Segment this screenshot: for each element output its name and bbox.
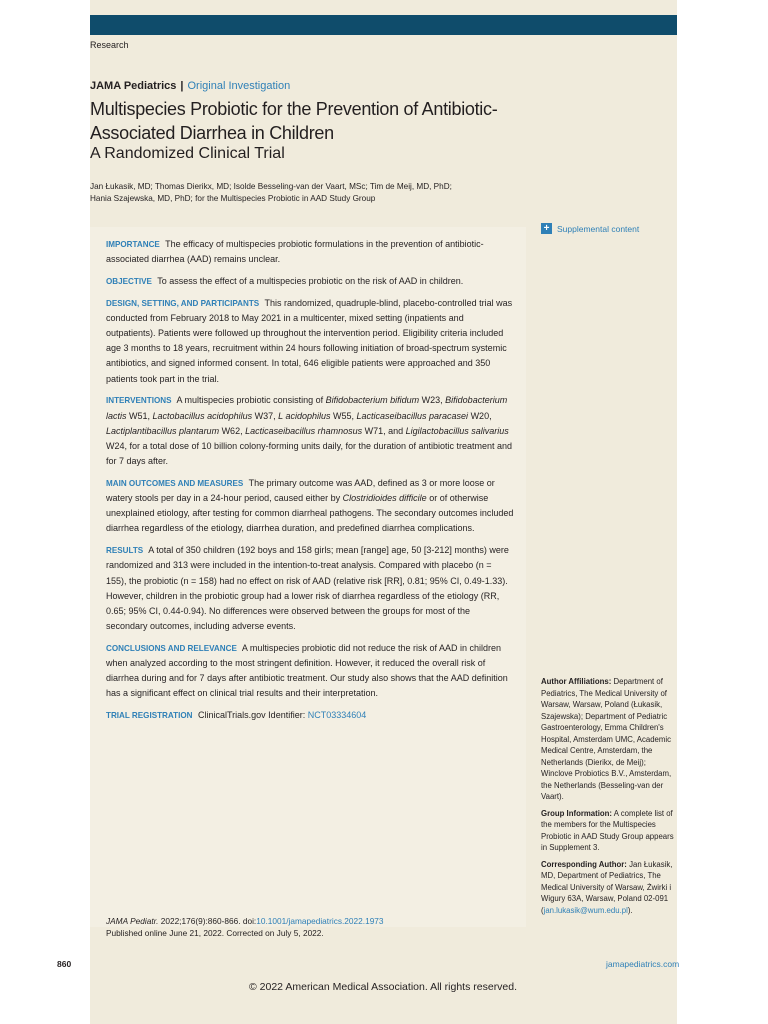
journal-name: JAMA Pediatrics — [90, 80, 177, 92]
species-name: Lactobacillus acidophilus — [152, 410, 253, 421]
sidebar-label: Author Affiliations: — [541, 677, 612, 686]
species-name: Lacticaseibacillus rhamnosus — [245, 425, 363, 436]
website-link[interactable]: jamapediatrics.com — [606, 959, 680, 969]
species-name: Clostridioides difficile — [342, 493, 427, 504]
email-link[interactable]: jan.lukasik@wum.edu.pl — [543, 905, 628, 915]
species-name: Lactiplantibacillus plantarum — [106, 425, 220, 436]
article-title: Multispecies Probiotic for the Prevention of Antibiotic-Associated Diarrhea in Children — [90, 99, 498, 143]
abstract-heading: CONCLUSIONS AND RELEVANCE — [106, 643, 237, 653]
abstract-results — [106, 543, 514, 634]
doi-link[interactable]: 10.1001/jamapediatrics.2022.1973 — [256, 916, 384, 926]
abstract-body — [106, 237, 514, 730]
supplemental-content-link[interactable] — [541, 223, 639, 234]
abstract-heading: IMPORTANCE — [106, 240, 160, 249]
abstract-outcomes — [106, 476, 514, 537]
species-name: Lacticaseibacillus paracasei — [356, 410, 469, 421]
abstract-box — [90, 227, 526, 927]
abstract-heading: OBJECTIVE — [106, 276, 152, 286]
abstract-heading: MAIN OUTCOMES AND MEASURES — [106, 478, 244, 488]
separator: | — [180, 80, 184, 92]
article-subtitle: A Randomized Clinical Trial — [90, 145, 285, 162]
article-type-link[interactable]: Original Investigation — [187, 80, 291, 92]
abstract-heading: DESIGN, SETTING, AND PARTICIPANTS — [106, 298, 260, 308]
page-number: 860 — [57, 959, 72, 969]
abstract-heading: INTERVENTIONS — [106, 396, 172, 406]
abstract-text: To assess the effect of a multispecies probiotic on the risk of AAD in children. — [157, 275, 464, 286]
publication-dates: Published online June 21, 2022. Corrected on July 5, 2022. — [106, 928, 324, 938]
abstract-registration — [106, 708, 514, 723]
supplemental-label: Supplemental content — [557, 223, 640, 234]
sidebar-text: ). — [627, 905, 633, 915]
author-list — [90, 181, 490, 205]
abstract-text: This randomized, quadruple-blind, placebo-controlled trial was conducted from February 2018 to May 2021 in a multicenter, mixed setting (inpatients and outpatients). Patients were followed up throughout the intervention period. Eligibility criteria included age 3 months to 18 years, recruitment within 24 hours following initiation of broad-spectrum systemic antibiotics, and signed informed consent. In total, 646 eligible patients were approached and 350 patients took part in the trial. — [106, 297, 513, 384]
journal-top-bar — [90, 15, 677, 35]
citation-line — [106, 915, 384, 927]
species-name: Bifidobacterium bifidum — [325, 395, 420, 406]
text-run: W62, — [219, 425, 246, 436]
abstract-heading: TRIAL REGISTRATION — [106, 711, 193, 721]
authors-line-2: Hania Szajewska, MD, PhD; for the Multispecies Probiotic in AAD Study Group — [90, 194, 376, 203]
abstract-text: The efficacy of multispecies probiotic formulations in the prevention of antibiotic-associated diarrhea (AAD) remains unclear. — [106, 239, 484, 265]
species-name: Ligilactobacillus salivarius — [405, 425, 509, 436]
text-run: W24, for a total dose of 10 billion colony-forming units daily, for the duration of antibiotic treatment and for 7 days after. — [106, 440, 513, 467]
abstract-importance — [106, 237, 514, 267]
abstract-text: ClinicalTrials.gov Identifier: — [198, 710, 308, 721]
copyright-notice: © 2022 American Medical Association. All rights reserved. — [249, 981, 518, 993]
text-run: W71, and — [362, 425, 406, 436]
trial-id-link[interactable]: NCT03334604 — [307, 710, 367, 721]
text-run: A multispecies probiotic consisting of — [176, 395, 326, 406]
text-run: W37, — [252, 410, 279, 421]
abstract-design — [106, 296, 514, 387]
abstract-text: A total of 350 children (192 boys and 158 girls; mean [range] age, 50 [3-212] months) were randomized and 313 were included in the intention-to-treat analysis. Compared with placebo (n = 155), the probiotic (n = 158) had no effect on risk of AAD (relative risk [RR], 0.81; 95% CI, 0.49-1.33). However, children in the probiotic group had a lower risk of diarrhea regardless of the etiology (RR, 0.65; 95% CI, 0.44-0.94). No differences were observed between the groups for most of the secondary outcomes, including adverse events. — [106, 545, 509, 632]
corresponding-author — [541, 859, 676, 917]
group-information — [541, 808, 676, 854]
text-run: or of otherwise unexplained etiology, after testing for common diarrheal pathogens. The secondary outcomes included diarrhea regardless of the etiology, diarrhea duration, and predefined diarrhea complications. — [106, 493, 514, 534]
species-name: L acidophilus — [278, 410, 331, 421]
citation-ref: 2022;176(9):860-866. doi: — [158, 916, 257, 926]
text-run: W23, — [419, 395, 446, 406]
sidebar-label: Corresponding Author: — [541, 859, 627, 869]
abstract-objective — [106, 274, 514, 289]
text-run: The primary outcome was AAD, defined as 3 or more loose or watery stools per day in a 24-hour period, caused either by — [106, 477, 495, 504]
journal-abbrev: JAMA Pediatr. — [106, 916, 159, 926]
citation — [106, 915, 384, 939]
text-run: W51, — [126, 410, 153, 421]
abstract-conclusions — [106, 641, 514, 702]
authors-line-1: Jan Łukasik, MD; Thomas Dierikx, MD; Isolde Besseling-van der Vaart, MSc; Tim de Meij, MD, PhD; — [90, 182, 452, 191]
author-info-sidebar — [541, 676, 676, 921]
abstract-heading: RESULTS — [106, 546, 144, 556]
abstract-text: A multispecies probiotic did not reduce the risk of AAD in children when analyzed according to the most stringent definition. However, it reduced the overall risk of diarrhea during and for 7 days after antibiotic treatment. Our study also shows that the AAD definition has a significant effect on clinical trial results and their interpretation. — [106, 642, 508, 699]
section-label: Research — [90, 40, 129, 50]
journal-line — [90, 80, 290, 92]
text-run: W55, — [330, 410, 357, 421]
sidebar-label: Group Information: — [541, 808, 613, 818]
author-affiliations — [541, 676, 676, 803]
text-run: W20, — [468, 410, 492, 421]
sidebar-text: A complete list of the members for the Multispecies Probiotic in AAD Study Group appears in Supplement 3. — [541, 808, 674, 852]
species-name: Bifidobacterium lactis — [106, 395, 508, 421]
sidebar-text: Department of Pediatrics, The Medical University of Warsaw, Warsaw, Poland (Łukasik, Szajewska); Department of Pediatric Gastroenterology, Emma Children's Hospital, Amsterdam UMC, Academic Medical Centre, Amsterdam, the Netherlands (Dierikx, de Meij); Winclove Probiotics B.V., Amsterdam, the Netherlands (Besseling-van der Vaart). — [541, 677, 672, 801]
sidebar-text: Jan Łukasik, MD, Department of Pediatrics, The Medical University of Warsaw, Żwirki i Wigury 63A, Warsaw, Poland 02-091 ( — [541, 859, 673, 915]
abstract-interventions — [106, 393, 514, 469]
plus-icon: + — [541, 223, 552, 234]
